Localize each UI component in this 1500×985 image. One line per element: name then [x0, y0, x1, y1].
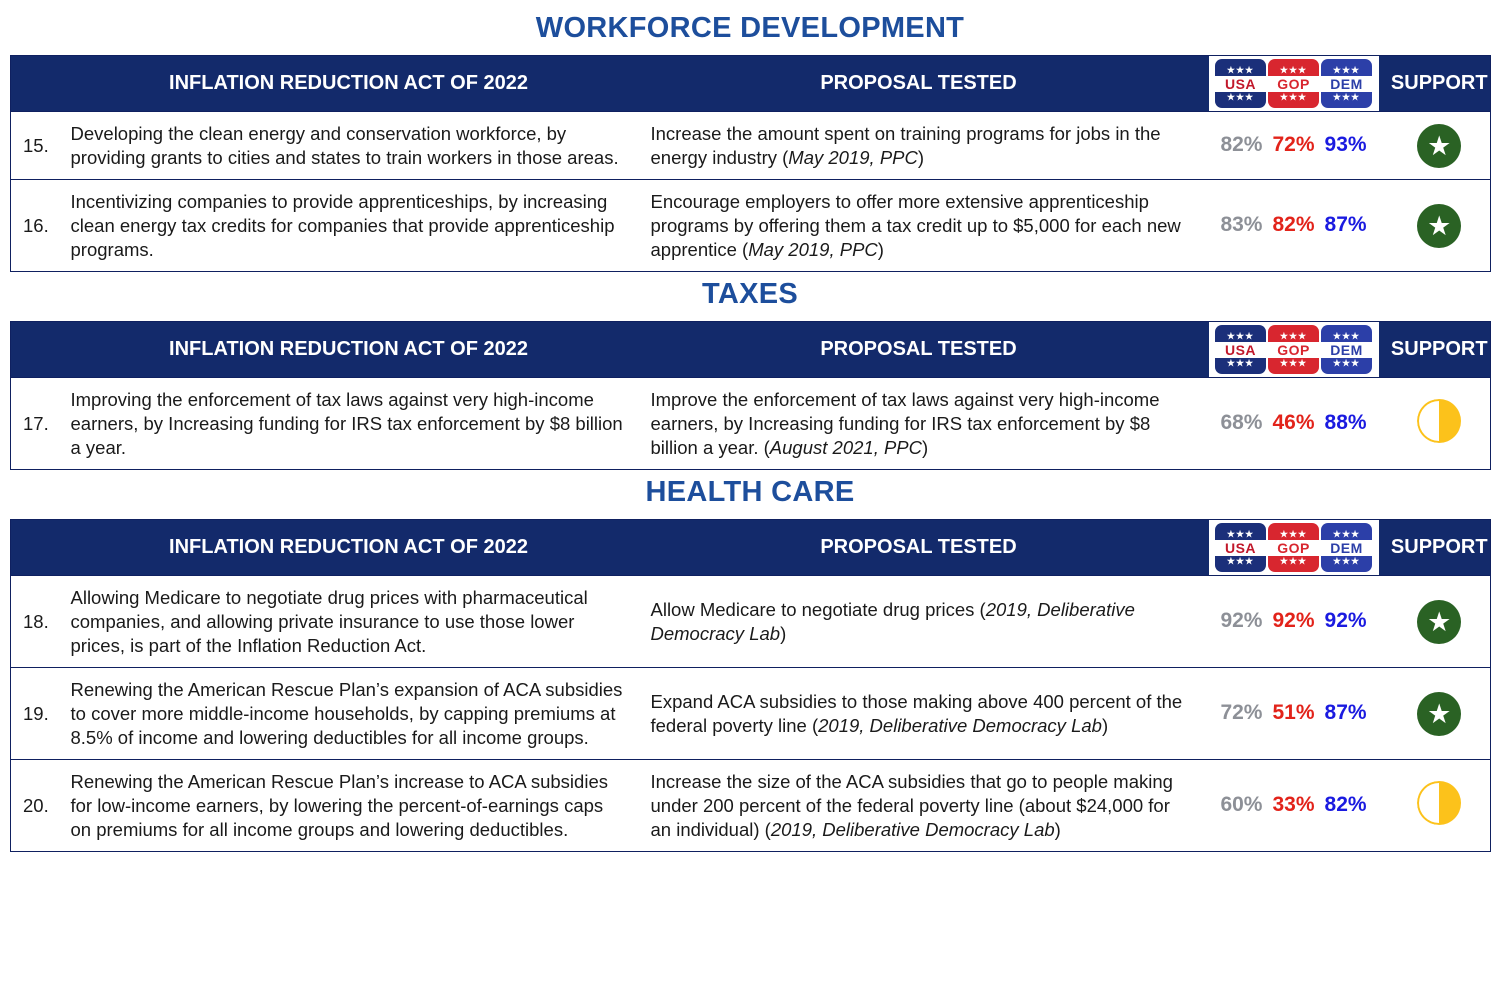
- header-badges-col: [1199, 56, 1389, 112]
- row-proposal-text: [639, 180, 1199, 272]
- header-number-col: [11, 520, 59, 576]
- support-full-icon: ★: [1417, 600, 1461, 644]
- row-percentages: [1199, 576, 1389, 668]
- proposal-source: 2019, Deliberative Democracy Lab: [818, 714, 1102, 736]
- header-support-col: SUPPORT: [1389, 56, 1491, 112]
- dem-badge: [1321, 523, 1372, 572]
- table-row: [11, 668, 1491, 760]
- row-percentages: [1199, 112, 1389, 180]
- support-full-icon: ★: [1417, 204, 1461, 248]
- badge-stars-bottom: ★★★: [1279, 357, 1308, 368]
- badge-stars-bottom: ★★★: [1332, 555, 1361, 566]
- badge-label: USA: [1215, 540, 1266, 556]
- row-support: [1389, 668, 1491, 760]
- header-proposal-col: PROPOSAL TESTED: [639, 520, 1199, 576]
- proposal-tail: ): [1054, 818, 1061, 840]
- row-ira-text: Improving the enforcement of tax laws against very high-income earners, by Increasing funding for IRS tax enforcement by $8 billion a year.: [59, 378, 639, 470]
- badge-stars-top: ★★★: [1226, 64, 1255, 75]
- usa-percent: 68%: [1220, 411, 1263, 435]
- header-ira-col: INFLATION REDUCTION ACT OF 2022: [59, 322, 639, 378]
- table-row: [11, 180, 1491, 272]
- proposals-table: [10, 519, 1491, 852]
- row-number: 18.: [11, 576, 59, 668]
- proposal-body: Increase the size of the ACA subsidies that go to people making under 200 percent of the federal poverty line (about $24,000 for an individual) (: [650, 771, 1173, 840]
- row-support: [1389, 112, 1491, 180]
- header-ira-col: INFLATION REDUCTION ACT OF 2022: [59, 520, 639, 576]
- badge-stars-top: ★★★: [1279, 64, 1308, 75]
- row-proposal-text: [639, 378, 1199, 470]
- proposal-body: Increase the amount spent on training programs for jobs in the energy industry (: [650, 123, 1161, 168]
- table-row: [11, 760, 1491, 852]
- header-badges-col: [1199, 322, 1389, 378]
- section-title-1: WORKFORCE DEVELOPMENT: [535, 12, 965, 44]
- support-half-icon: [1417, 781, 1461, 825]
- badge-stars-top: ★★★: [1226, 330, 1255, 341]
- usa-badge: [1215, 523, 1266, 572]
- proposal-tail: ): [877, 238, 884, 260]
- row-support: [1389, 378, 1491, 470]
- header-ira-col: INFLATION REDUCTION ACT OF 2022: [59, 56, 639, 112]
- usa-percent: 83%: [1220, 213, 1263, 237]
- usa-percent: 92%: [1220, 609, 1263, 633]
- proposal-body: Allow Medicare to negotiate drug prices (: [650, 599, 986, 621]
- badge-label: GOP: [1268, 76, 1319, 92]
- section-title-3: HEALTH CARE: [645, 476, 855, 509]
- badge-stars-bottom: ★★★: [1332, 91, 1361, 102]
- gop-percent: 72%: [1272, 133, 1315, 157]
- proposal-tail: ): [917, 146, 925, 168]
- badge-stars-bottom: ★★★: [1279, 91, 1308, 102]
- header-number-col: [11, 322, 59, 378]
- usa-badge: [1215, 59, 1266, 108]
- dem-percent: 93%: [1324, 133, 1367, 157]
- header-support-col: SUPPORT: [1389, 322, 1491, 378]
- badge-label: GOP: [1268, 540, 1319, 556]
- proposal-tail: ): [780, 622, 787, 644]
- badge-label: GOP: [1268, 342, 1319, 358]
- row-ira-text: Incentivizing companies to provide apprenticeships, by increasing clean energy tax credits for companies that provide apprenticeship programs.: [59, 180, 639, 272]
- proposal-source: 2019, Deliberative Democracy Lab: [770, 818, 1055, 840]
- row-percentages: [1199, 668, 1389, 760]
- row-support: [1389, 576, 1491, 668]
- gop-badge: [1268, 523, 1319, 572]
- gop-percent: 33%: [1272, 793, 1315, 817]
- badge-label: USA: [1215, 76, 1266, 92]
- proposal-body: Improve the enforcement of tax laws against very high-income earners, by Increasing funding for IRS tax enforcement by $8 billion a year. (: [650, 389, 1160, 458]
- proposal-tail: ): [922, 436, 929, 458]
- dem-percent: 92%: [1324, 609, 1367, 633]
- gop-badge: [1268, 59, 1319, 108]
- badge-stars-bottom: ★★★: [1226, 91, 1255, 102]
- header-proposal-col: PROPOSAL TESTED: [639, 56, 1199, 112]
- badge-label: USA: [1215, 342, 1266, 358]
- row-support: [1389, 760, 1491, 852]
- proposal-source: May 2019, PPC: [788, 146, 918, 168]
- table-row: [11, 112, 1491, 180]
- header-support-col: SUPPORT: [1389, 520, 1491, 576]
- badge-stars-bottom: ★★★: [1332, 357, 1361, 368]
- badge-stars-top: ★★★: [1332, 64, 1361, 75]
- row-number: 19.: [11, 668, 59, 760]
- support-full-icon: ★: [1417, 692, 1461, 736]
- row-ira-text: Renewing the American Rescue Plan’s expansion of ACA subsidies to cover more middle-income households, by capping premiums at 8.5% of income and lowering deductibles for all income groups.: [59, 668, 639, 760]
- gop-percent: 51%: [1272, 701, 1315, 725]
- badge-label: DEM: [1321, 540, 1372, 556]
- badge-stars-top: ★★★: [1332, 330, 1361, 341]
- proposal-source: 2019, Deliberative Democracy Lab: [650, 599, 1135, 644]
- usa-badge: [1215, 325, 1266, 374]
- row-ira-text: Developing the clean energy and conservation workforce, by providing grants to cities and states to train workers in those areas.: [59, 112, 639, 180]
- row-percentages: [1199, 180, 1389, 272]
- dem-percent: 87%: [1324, 701, 1367, 725]
- table-row: [11, 378, 1491, 470]
- party-badges: [1209, 322, 1379, 377]
- dem-percent: 82%: [1324, 793, 1367, 817]
- usa-percent: 60%: [1220, 793, 1263, 817]
- dem-percent: 88%: [1324, 411, 1367, 435]
- row-percentages: [1199, 378, 1389, 470]
- row-number: 17.: [11, 378, 59, 470]
- header-badges-col: [1199, 520, 1389, 576]
- support-full-icon: ★: [1417, 124, 1461, 168]
- proposal-tail: ): [1101, 714, 1109, 736]
- row-proposal-text: [639, 760, 1199, 852]
- row-number: 16.: [11, 180, 59, 272]
- gop-percent: 92%: [1272, 609, 1315, 633]
- table-header-row: [11, 56, 1491, 112]
- row-proposal-text: [639, 576, 1199, 668]
- proposal-source: May 2019, PPC: [748, 238, 878, 260]
- row-number: 15.: [11, 112, 59, 180]
- badge-stars-top: ★★★: [1332, 528, 1361, 539]
- badge-stars-top: ★★★: [1226, 528, 1255, 539]
- dem-badge: [1321, 325, 1372, 374]
- row-ira-text: Allowing Medicare to negotiate drug prices with pharmaceutical companies, and allowing private insurance to use those lower prices, is part of the Inflation Reduction Act.: [59, 576, 639, 668]
- badge-label: DEM: [1321, 76, 1372, 92]
- section-title-2: TAXES: [701, 278, 799, 311]
- header-number-col: [11, 56, 59, 112]
- row-proposal-text: [639, 112, 1199, 180]
- badge-stars-top: ★★★: [1279, 528, 1308, 539]
- proposal-source: August 2021, PPC: [769, 436, 923, 458]
- badge-stars-bottom: ★★★: [1279, 555, 1308, 566]
- gop-percent: 82%: [1272, 213, 1315, 237]
- party-badges: [1209, 520, 1379, 575]
- row-percentages: [1199, 760, 1389, 852]
- proposals-table: [10, 321, 1491, 470]
- gop-badge: [1268, 325, 1319, 374]
- badge-label: DEM: [1321, 342, 1372, 358]
- support-half-icon: [1417, 399, 1461, 443]
- row-ira-text: Renewing the American Rescue Plan’s increase to ACA subsidies for low-income earners, by lowering the percent-of-earnings caps on premiums for all income groups and lowering deductibles.: [59, 760, 639, 852]
- usa-percent: 72%: [1220, 701, 1263, 725]
- header-proposal-col: PROPOSAL TESTED: [639, 322, 1199, 378]
- usa-percent: 82%: [1220, 133, 1263, 157]
- dem-badge: [1321, 59, 1372, 108]
- badge-stars-bottom: ★★★: [1226, 357, 1255, 368]
- proposals-table: [10, 55, 1491, 272]
- table-header-row: [11, 322, 1491, 378]
- row-proposal-text: [639, 668, 1199, 760]
- table-header-row: [11, 520, 1491, 576]
- gop-percent: 46%: [1272, 411, 1315, 435]
- badge-stars-top: ★★★: [1279, 330, 1308, 341]
- badge-stars-bottom: ★★★: [1226, 555, 1255, 566]
- proposal-body: Expand ACA subsidies to those making above 400 percent of the federal poverty line (: [650, 691, 1183, 736]
- table-row: [11, 576, 1491, 668]
- row-support: [1389, 180, 1491, 272]
- proposal-body: Encourage employers to offer more extensive apprenticeship programs by offering them a tax credit up to $5,000 for each new apprentice (: [650, 191, 1181, 260]
- party-badges: [1209, 56, 1379, 111]
- row-number: 20.: [11, 760, 59, 852]
- dem-percent: 87%: [1324, 213, 1367, 237]
